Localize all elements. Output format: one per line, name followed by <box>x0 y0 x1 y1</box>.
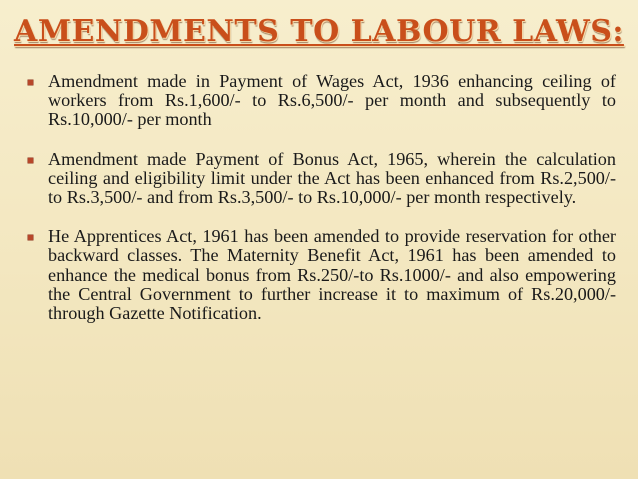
bullet-text: He Apprentices Act, 1961 has been amended to provide reservation for other backward classes. The Maternity Benefit Act, 1961 has been amended to enhance the medical bonus from Rs.250/-to Rs.1000/- and also empowering the Central Government to further increase it to maximum of Rs.20,000/- through Gazette Notification. <box>48 226 616 324</box>
square-bullet-icon <box>28 235 33 240</box>
bullet-item-bonus-act <box>24 150 616 208</box>
bullet-list <box>24 72 616 343</box>
bullet-text: Amendment made Payment of Bonus Act, 1965, wherein the calculation ceiling and eligibility limit under the Act has been enhanced from Rs.2,500/- to Rs.3,500/- and from Rs.3,500/- to Rs.10,000/- per month respectively. <box>48 148 616 208</box>
square-bullet-icon <box>28 80 33 85</box>
bullet-item-wages-act <box>24 72 616 130</box>
bullet-text: Amendment made in Payment of Wages Act, 1936 enhancing ceiling of workers from Rs.1,600/- to Rs.6,500/- per month and subsequently to Rs.10,000/- per month <box>48 71 616 130</box>
bullet-item-apprentices-act <box>24 227 616 323</box>
slide-title: AMENDMENTS TO LABOUR LAWS: <box>14 14 624 49</box>
square-bullet-icon <box>28 158 33 163</box>
